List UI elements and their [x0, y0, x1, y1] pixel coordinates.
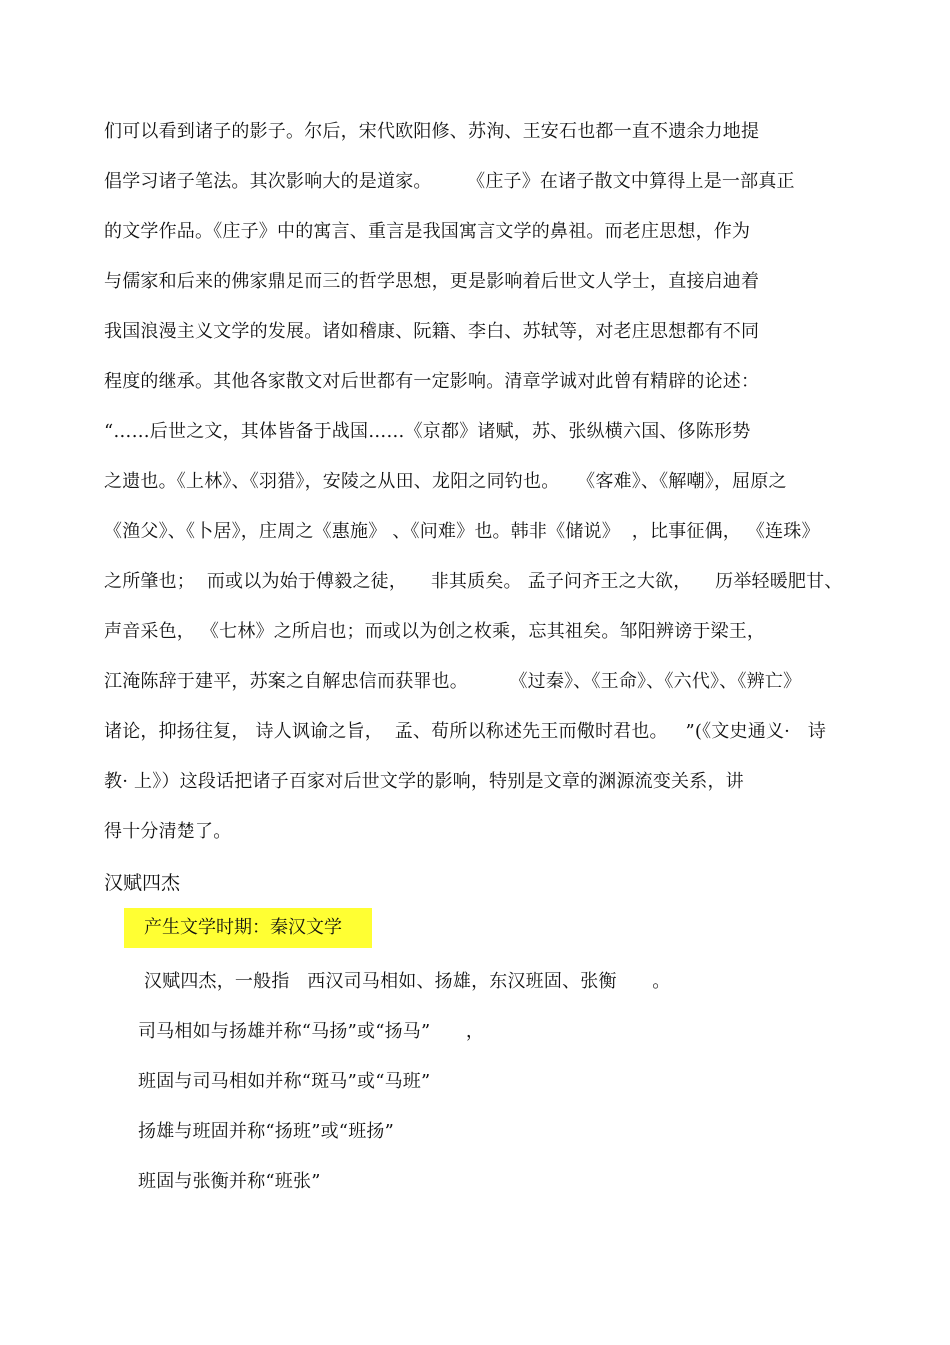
paragraph-line-11: 声音采色， 《七林》之所启也；而或以为创之枚乘，忘其祖矣。邹阳辨谤于梁王，	[104, 621, 766, 642]
period-label-highlight: 产生文学时期：秦汉文学	[124, 908, 372, 948]
paragraph-line-13: 诸论，抑扬往复， 诗人讽谕之旨， 孟、荀所以称述先王而儆时君也。 ”(《文史通义· 诗	[104, 721, 827, 742]
list-line-1: 汉赋四杰，一般指 西汉司马相如、扬雄，东汉班固、张衡 。	[138, 971, 671, 992]
paragraph-line-2: 倡学习诸子笔法。其次影响大的是道家。 《庄子》在诸子散文中算得上是一部真正	[104, 171, 795, 192]
paragraph-line-3: 的文学作品。《庄子》中的寓言、重言是我国寓言文学的鼻祖。而老庄思想，作为	[104, 221, 751, 242]
paragraph-line-14: 教· 上》）这段话把诸子百家对后世文学的影响，特别是文章的渊源流变关系，讲	[104, 771, 744, 792]
paragraph-line-1: 们可以看到诸子的影子。尔后，宋代欧阳修、苏洵、王安石也都一直不遗余力地提	[104, 121, 760, 142]
paragraph-line-7: “……后世之文，其体皆备于战国……《京都》诸赋，苏、张纵横六国、侈陈形势	[104, 421, 751, 442]
paragraph-line-10: 之所肇也； 而或以为始于傅毅之徒， 非其质矣。 孟子问齐王之大欲， 历举轻暖肥甘、	[104, 571, 843, 592]
paragraph-line-5: 我国浪漫主义文学的发展。诸如稽康、阮籍、李白、苏轼等，对老庄思想都有不同	[104, 321, 760, 342]
list-line-4: 扬雄与班固并称“扬班”或“班扬”	[138, 1121, 395, 1142]
list-line-3: 班固与司马相如并称“斑马”或“马班”	[138, 1071, 431, 1092]
section-title: 汉赋四杰	[104, 872, 181, 894]
paragraph-line-8: 之遗也。《上林》、《羽猎》，安陵之从田、龙阳之同钓也。 《客难》、《解嘲》，屈原之	[104, 471, 787, 492]
list-line-2: 司马相如与扬雄并称“马扬”或“扬马” ，	[138, 1021, 485, 1042]
paragraph-line-4: 与儒家和后来的佛家鼎足而三的哲学思想，更是影响着后世文人学士，直接启迪着	[104, 271, 760, 292]
paragraph-line-6: 程度的继承。其他各家散文对后世都有一定影响。清章学诚对此曾有精辟的论述：	[104, 371, 760, 392]
list-line-5: 班固与张衡并称“班张”	[138, 1171, 321, 1192]
paragraph-line-12: 江淹陈辞于建平，苏案之自解忠信而获罪也。 《过秦》、《王命》、《六代》、《辨亡》	[104, 671, 802, 692]
paragraph-line-9: 《渔父》、《卜居》，庄周之《惠施》 、《问难》也。韩非《储说》 ，比事征偶， 《连珠》	[104, 521, 820, 542]
paragraph-line-15: 得十分清楚了。	[104, 821, 232, 842]
